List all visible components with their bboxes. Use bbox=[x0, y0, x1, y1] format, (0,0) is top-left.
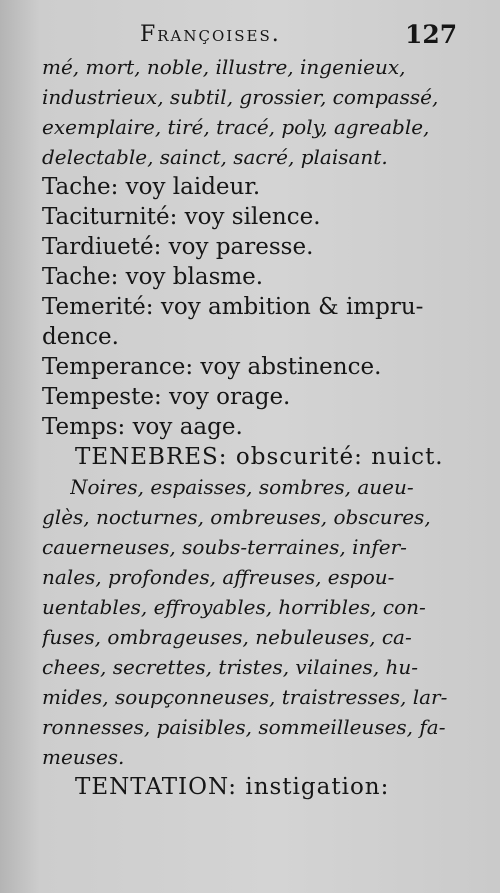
page-number: 127 bbox=[405, 20, 458, 49]
text-line: Noires, espaisses, sombres, aueu- bbox=[70, 475, 414, 499]
entry-tardiuete: Tardiueté: voy paresse. bbox=[42, 234, 314, 260]
page-header bbox=[0, 20, 500, 50]
text-line: nales, profondes, affreuses, espou- bbox=[42, 565, 395, 589]
text-line: delectable, sainct, sacré, plaisant. bbox=[42, 145, 388, 169]
entry-taciturnite: Taciturnité: voy silence. bbox=[42, 204, 321, 230]
entry-temerite: Temerité: voy ambition & impru- bbox=[42, 294, 424, 320]
text-line: chees, secrettes, tristes, vilaines, hu- bbox=[42, 655, 419, 679]
entry-tempeste: Tempeste: voy orage. bbox=[42, 384, 291, 410]
text-line: ronnesses, paisibles, sommeilleuses, fa- bbox=[42, 715, 446, 739]
text-line: fuses, ombrageuses, nebuleuses, ca- bbox=[42, 625, 412, 649]
text-line: industrieux, subtil, grossier, compassé, bbox=[42, 85, 439, 109]
running-title: Françoises. bbox=[140, 22, 281, 47]
text-line: glès, nocturnes, ombreuses, obscures, bbox=[42, 505, 431, 529]
text-line: uentables, effroyables, horribles, con- bbox=[42, 595, 426, 619]
entry-temps: Temps: voy aage. bbox=[42, 414, 243, 440]
entry-tache-2: Tache: voy blasme. bbox=[42, 264, 264, 290]
text-line: dence. bbox=[42, 324, 119, 350]
heading-tentation: TENTATION: instigation: bbox=[75, 774, 390, 800]
entry-temperance: Temperance: voy abstinence. bbox=[42, 354, 382, 380]
text-line: exemplaire, tiré, tracé, poly, agreable, bbox=[42, 115, 430, 139]
text-line: cauerneuses, soubs-terraines, infer- bbox=[42, 535, 407, 559]
text-line: mé, mort, noble, illustre, ingenieux, bbox=[42, 55, 406, 79]
text-line: mides, soupçonneuses, traistresses, lar- bbox=[42, 685, 448, 709]
entry-tache: Tache: voy laideur. bbox=[42, 174, 261, 200]
heading-tenebres: TENEBRES: obscurité: nuict. bbox=[75, 444, 444, 470]
text-line: meuses. bbox=[42, 745, 125, 769]
